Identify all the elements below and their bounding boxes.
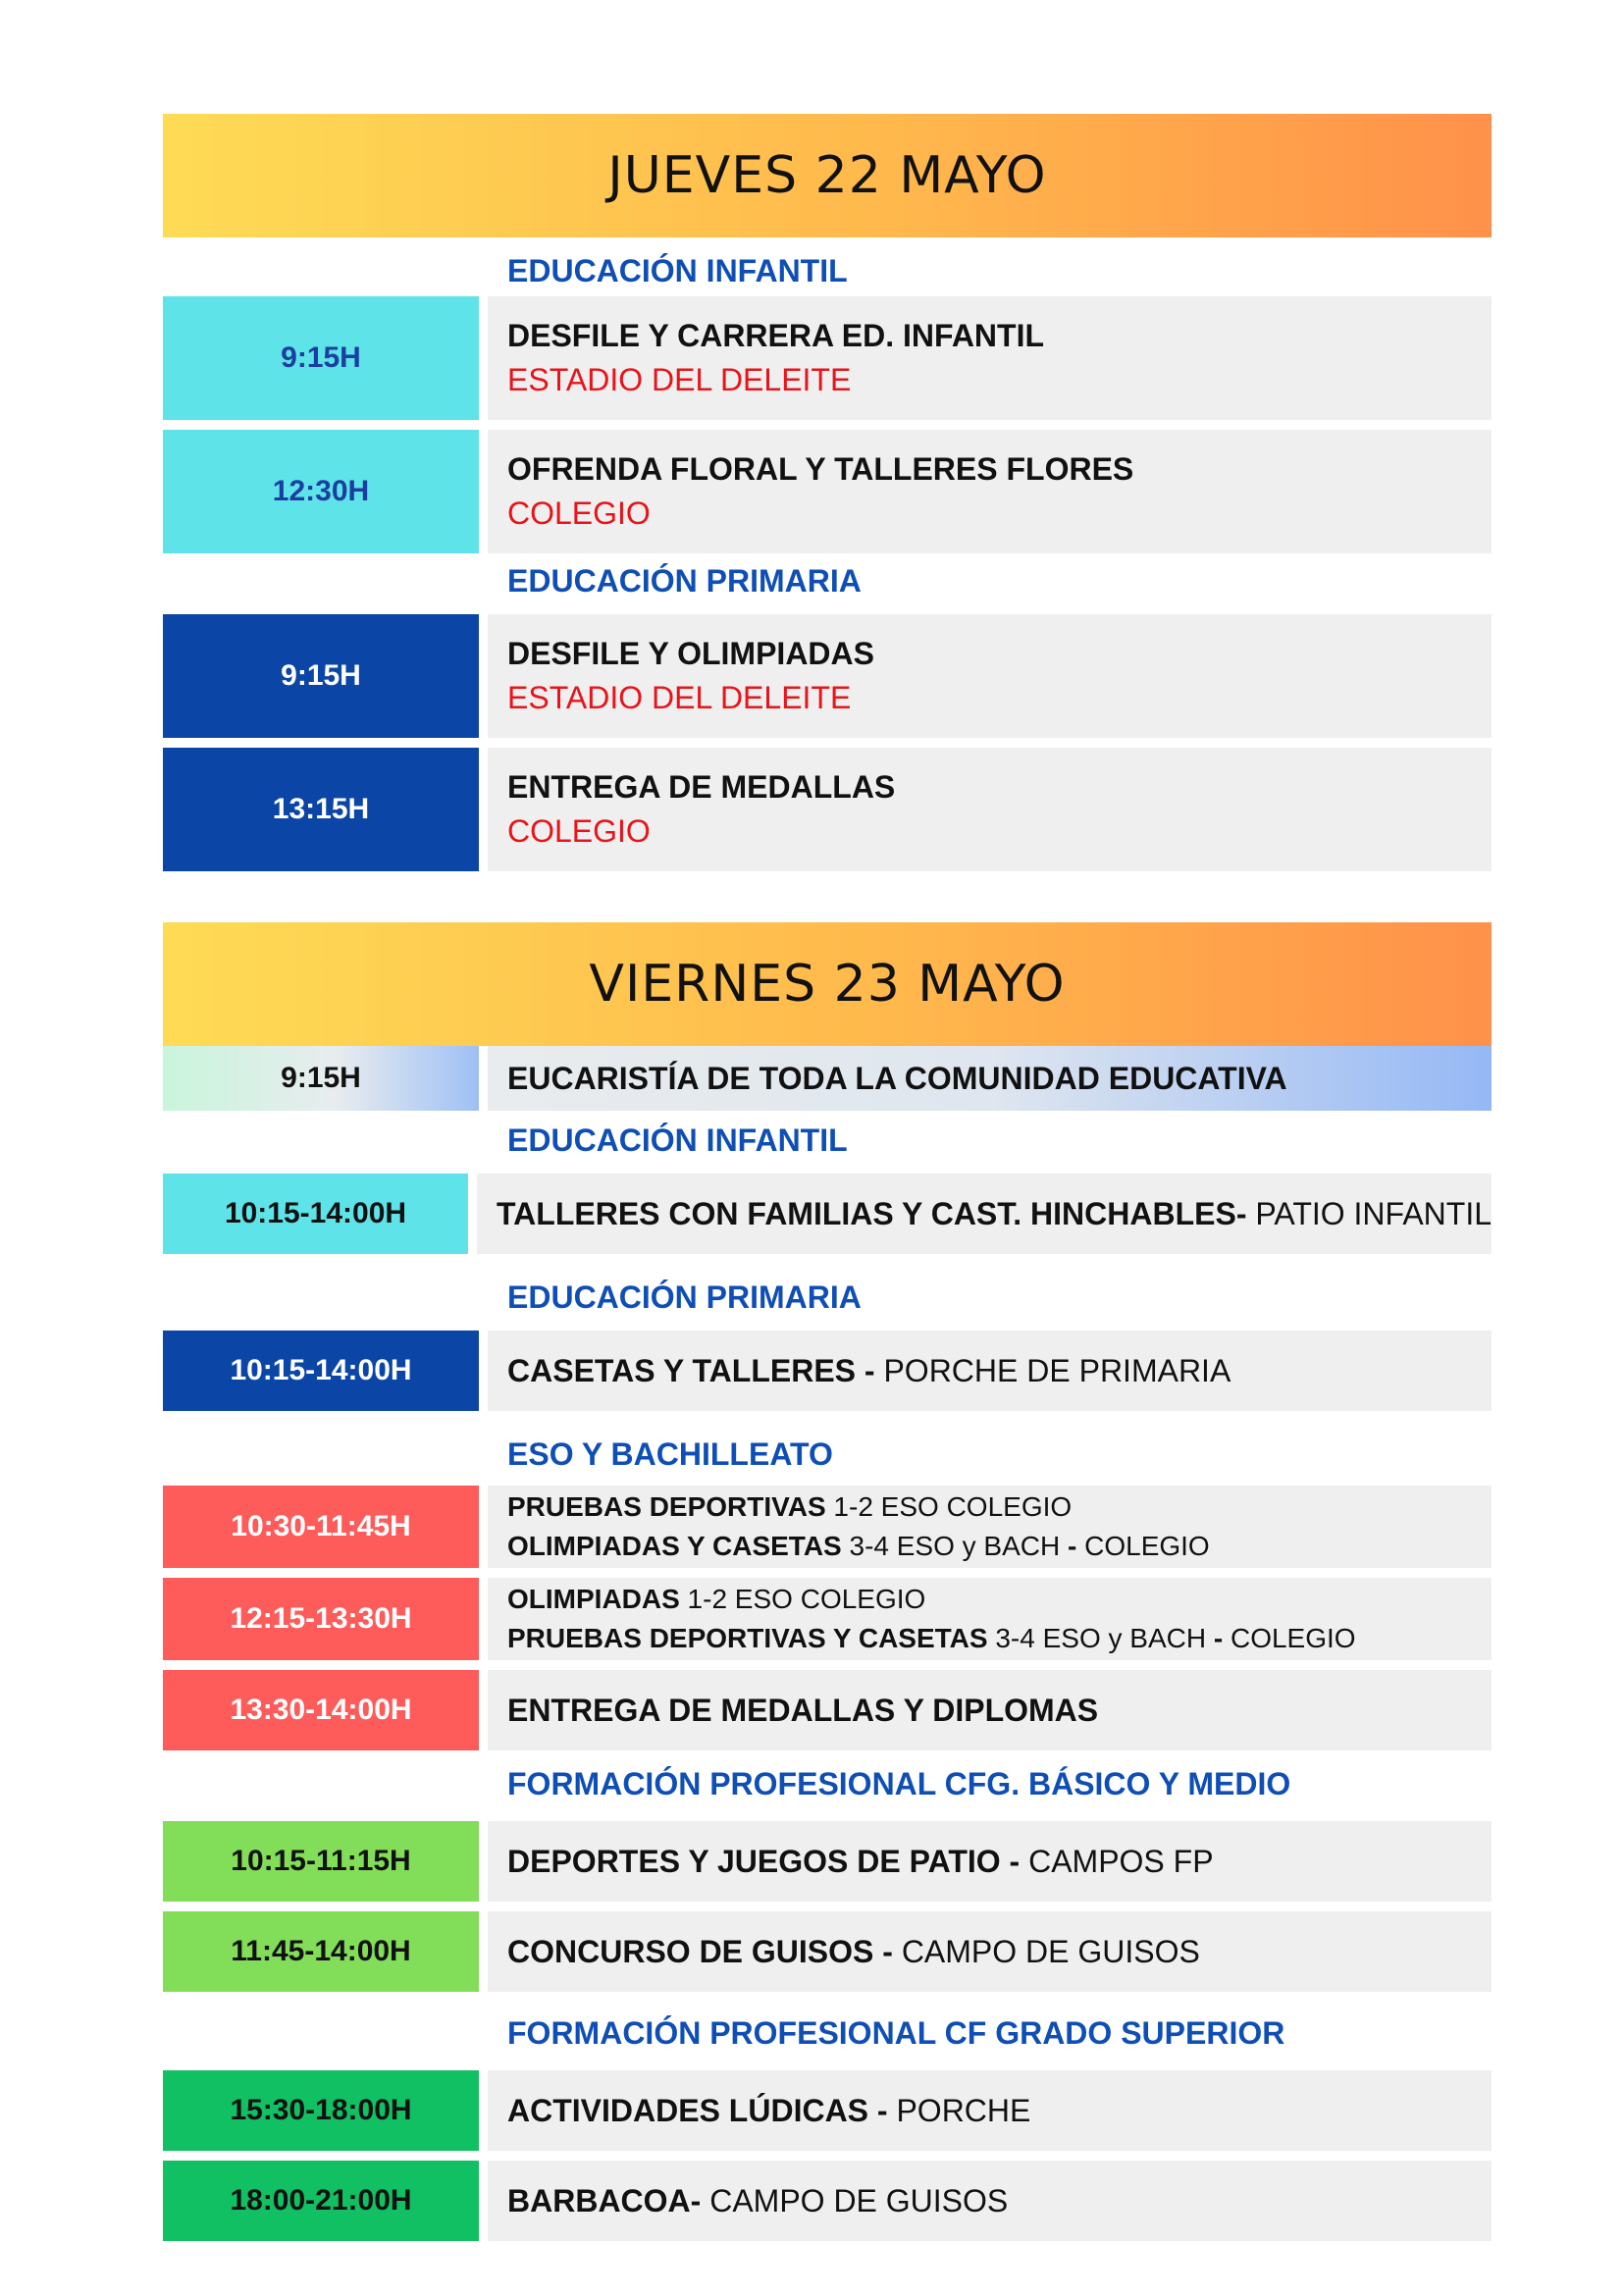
day-banner-jueves — [163, 114, 1492, 237]
event-line — [507, 1491, 1492, 1523]
event-text — [507, 1934, 1492, 1970]
event-location: COLEGIO — [507, 813, 651, 849]
event-description — [488, 1578, 1492, 1660]
event-line — [507, 1531, 1492, 1562]
event-title: ACTIVIDADES LÚDICAS - — [507, 2092, 888, 2128]
event-location: PATIO INFANTIL — [1246, 1195, 1492, 1231]
event-description — [488, 1046, 1492, 1111]
event-title: BARBACOA- — [507, 2182, 702, 2218]
event-title: TALLERES CON FAMILIAS Y CAST. HINCHABLES- — [497, 1195, 1247, 1231]
event-description — [488, 2161, 1492, 2241]
event-time: 10:30-11:45H — [163, 1486, 479, 1568]
event-row — [163, 1670, 1492, 1750]
event-title: DESFILE Y OLIMPIADAS — [507, 636, 874, 671]
event-description — [488, 1670, 1492, 1750]
event-description — [488, 430, 1492, 553]
event-line-separator: - — [1213, 1623, 1224, 1653]
section-heading-infantil: EDUCACIÓN INFANTIL — [507, 253, 848, 288]
event-time: 10:15-11:15H — [163, 1821, 479, 1902]
event-row — [163, 1331, 1492, 1411]
event-line — [507, 1584, 1492, 1615]
event-time: 10:15-14:00H — [163, 1331, 479, 1411]
event-text — [507, 2183, 1492, 2219]
event-line-title: OLIMPIADAS Y CASETAS — [507, 1531, 842, 1561]
event-row — [163, 1821, 1492, 1902]
event-line-detail: 3-4 ESO y BACH — [841, 1531, 1069, 1561]
event-row — [163, 748, 1492, 871]
section-heading-primaria: EDUCACIÓN PRIMARIA — [507, 563, 862, 599]
event-location: ESTADIO DEL DELEITE — [507, 362, 852, 397]
event-title: CONCURSO DE GUISOS - — [507, 1933, 893, 1969]
event-line-location: COLEGIO — [1076, 1531, 1210, 1561]
event-time: 15:30-18:00H — [163, 2070, 479, 2151]
event-title: OFRENDA FLORAL Y TALLERES FLORES — [507, 451, 1134, 487]
event-location: COLEGIO — [507, 496, 651, 531]
event-line-separator: - — [1068, 1531, 1077, 1561]
event-description — [488, 1821, 1492, 1902]
event-time: 9:15H — [163, 614, 479, 738]
section-heading-fp-superior: FORMACIÓN PROFESIONAL CF GRADO SUPERIOR — [507, 2015, 1285, 2051]
event-row — [163, 1911, 1492, 1992]
event-row-eucaristia — [163, 1046, 1492, 1111]
event-row — [163, 614, 1492, 738]
event-row — [163, 296, 1492, 420]
event-title: ENTREGA DE MEDALLAS — [507, 769, 896, 805]
event-line-detail: 1-2 ESO COLEGIO — [825, 1491, 1073, 1522]
event-line-title: PRUEBAS DEPORTIVAS — [507, 1491, 826, 1522]
day-banner-viernes — [163, 922, 1492, 1046]
event-location: PORCHE DE PRIMARIA — [874, 1352, 1231, 1388]
event-time: 12:30H — [163, 430, 479, 553]
event-location: PORCHE — [887, 2092, 1031, 2128]
event-line-detail: 1-2 ESO COLEGIO — [679, 1584, 926, 1614]
event-title: DEPORTES Y JUEGOS DE PATIO - — [507, 1843, 1021, 1879]
event-description — [488, 1911, 1492, 1992]
event-text — [507, 2093, 1492, 2129]
day-title: VIERNES 23 MAYO — [589, 955, 1066, 1014]
event-description — [488, 748, 1492, 871]
event-description — [488, 1331, 1492, 1411]
event-row — [163, 2070, 1492, 2151]
section-heading-fp-basico: FORMACIÓN PROFESIONAL CFG. BÁSICO Y MEDIO — [507, 1766, 1291, 1801]
event-line-title: PRUEBAS DEPORTIVAS Y CASETAS — [507, 1623, 988, 1653]
event-row — [163, 1486, 1492, 1568]
event-time: 18:00-21:00H — [163, 2161, 479, 2241]
event-line-title: OLIMPIADAS — [507, 1584, 680, 1614]
event-row — [163, 1174, 1492, 1254]
event-text — [507, 1844, 1492, 1880]
event-time: 11:45-14:00H — [163, 1911, 479, 1992]
event-time: 9:15H — [163, 296, 479, 420]
event-description — [477, 1174, 1492, 1254]
event-time: 13:30-14:00H — [163, 1670, 479, 1750]
section-heading-primaria: EDUCACIÓN PRIMARIA — [507, 1279, 862, 1315]
event-title: DESFILE Y CARRERA ED. INFANTIL — [507, 318, 1045, 353]
event-location: CAMPOS FP — [1020, 1843, 1214, 1879]
event-time: 10:15-14:00H — [163, 1174, 468, 1254]
day-title: JUEVES 22 MAYO — [607, 146, 1047, 205]
event-text — [497, 1196, 1492, 1232]
event-text — [507, 1353, 1492, 1389]
event-title: ENTREGA DE MEDALLAS Y DIPLOMAS — [507, 1692, 1099, 1728]
event-description — [488, 2070, 1492, 2151]
event-description — [488, 614, 1492, 738]
event-row — [163, 1578, 1492, 1660]
section-heading-eso: ESO Y BACHILLEATO — [507, 1436, 833, 1472]
event-time: 13:15H — [163, 748, 479, 871]
event-line-detail: 3-4 ESO y BACH — [987, 1623, 1214, 1653]
event-title: EUCARISTÍA DE TODA LA COMUNIDAD EDUCATIVA — [507, 1060, 1287, 1096]
event-line — [507, 1623, 1492, 1654]
event-line-location: COLEGIO — [1223, 1623, 1356, 1653]
event-row — [163, 430, 1492, 553]
event-location: ESTADIO DEL DELEITE — [507, 680, 852, 715]
event-time: 9:15H — [163, 1046, 479, 1111]
event-title: CASETAS Y TALLERES - — [507, 1352, 875, 1388]
event-description — [488, 296, 1492, 420]
event-location: CAMPO DE GUISOS — [701, 2182, 1009, 2218]
event-time: 12:15-13:30H — [163, 1578, 479, 1660]
event-description — [488, 1486, 1492, 1568]
event-row — [163, 2161, 1492, 2241]
section-heading-infantil: EDUCACIÓN INFANTIL — [507, 1122, 848, 1158]
event-location: CAMPO DE GUISOS — [892, 1933, 1200, 1969]
